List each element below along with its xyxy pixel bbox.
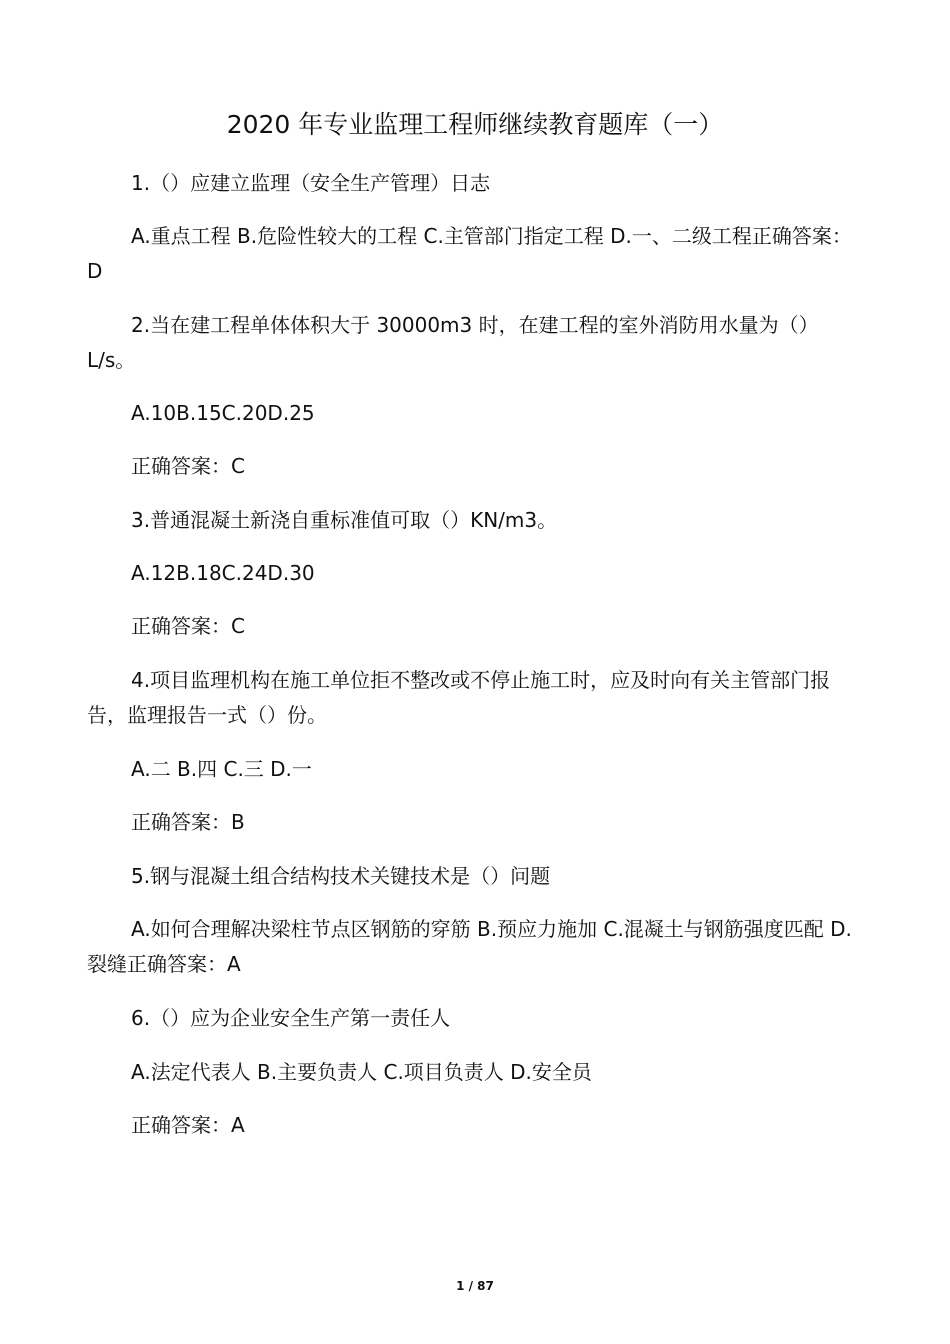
question-6: 6.（）应为企业安全生产第一责任人 xyxy=(131,1006,451,1030)
options-1: A.重点工程 B.危险性较大的工程 C.主管部门指定工程 D.一、二级工程正确答案：D xyxy=(87,224,852,283)
question-2: 2.当在建工程单体体积大于 30000m3 时，在建工程的室外消防用水量为（）L/s。 xyxy=(87,313,819,372)
page-title: 2020 年专业监理工程师继续教育题库（一） xyxy=(226,110,724,139)
options-6: A.法定代表人 B.主要负责人 C.项目负责人 D.安全员 xyxy=(131,1060,592,1084)
answer-6: 正确答案：A xyxy=(131,1113,245,1137)
options-4: A.二 B.四 C.三 D.一 xyxy=(131,757,312,781)
answer-2: 正确答案：C xyxy=(131,454,245,478)
page-number: 1 / 87 xyxy=(456,1279,494,1293)
question-5: 5.钢与混凝土组合结构技术关键技术是（）问题 xyxy=(131,864,551,888)
options-5: A.如何合理解决梁柱节点区钢筋的穿筋 B.预应力施加 C.混凝土与钢筋强度匹配 D.裂缝正确答案：A xyxy=(87,917,852,976)
question-1: 1.（）应建立监理（安全生产管理）日志 xyxy=(131,171,491,195)
answer-3: 正确答案：C xyxy=(131,614,245,638)
question-4: 4.项目监理机构在施工单位拒不整改或不停止施工时，应及时向有关主管部门报告，监理报告一式（）份。 xyxy=(87,668,831,727)
question-3: 3.普通混凝土新浇自重标准值可取（）KN/m3。 xyxy=(131,508,558,532)
options-3: A.12B.18C.24D.30 xyxy=(131,561,315,585)
options-2: A.10B.15C.20D.25 xyxy=(131,401,315,425)
answer-4: 正确答案：B xyxy=(131,810,245,834)
